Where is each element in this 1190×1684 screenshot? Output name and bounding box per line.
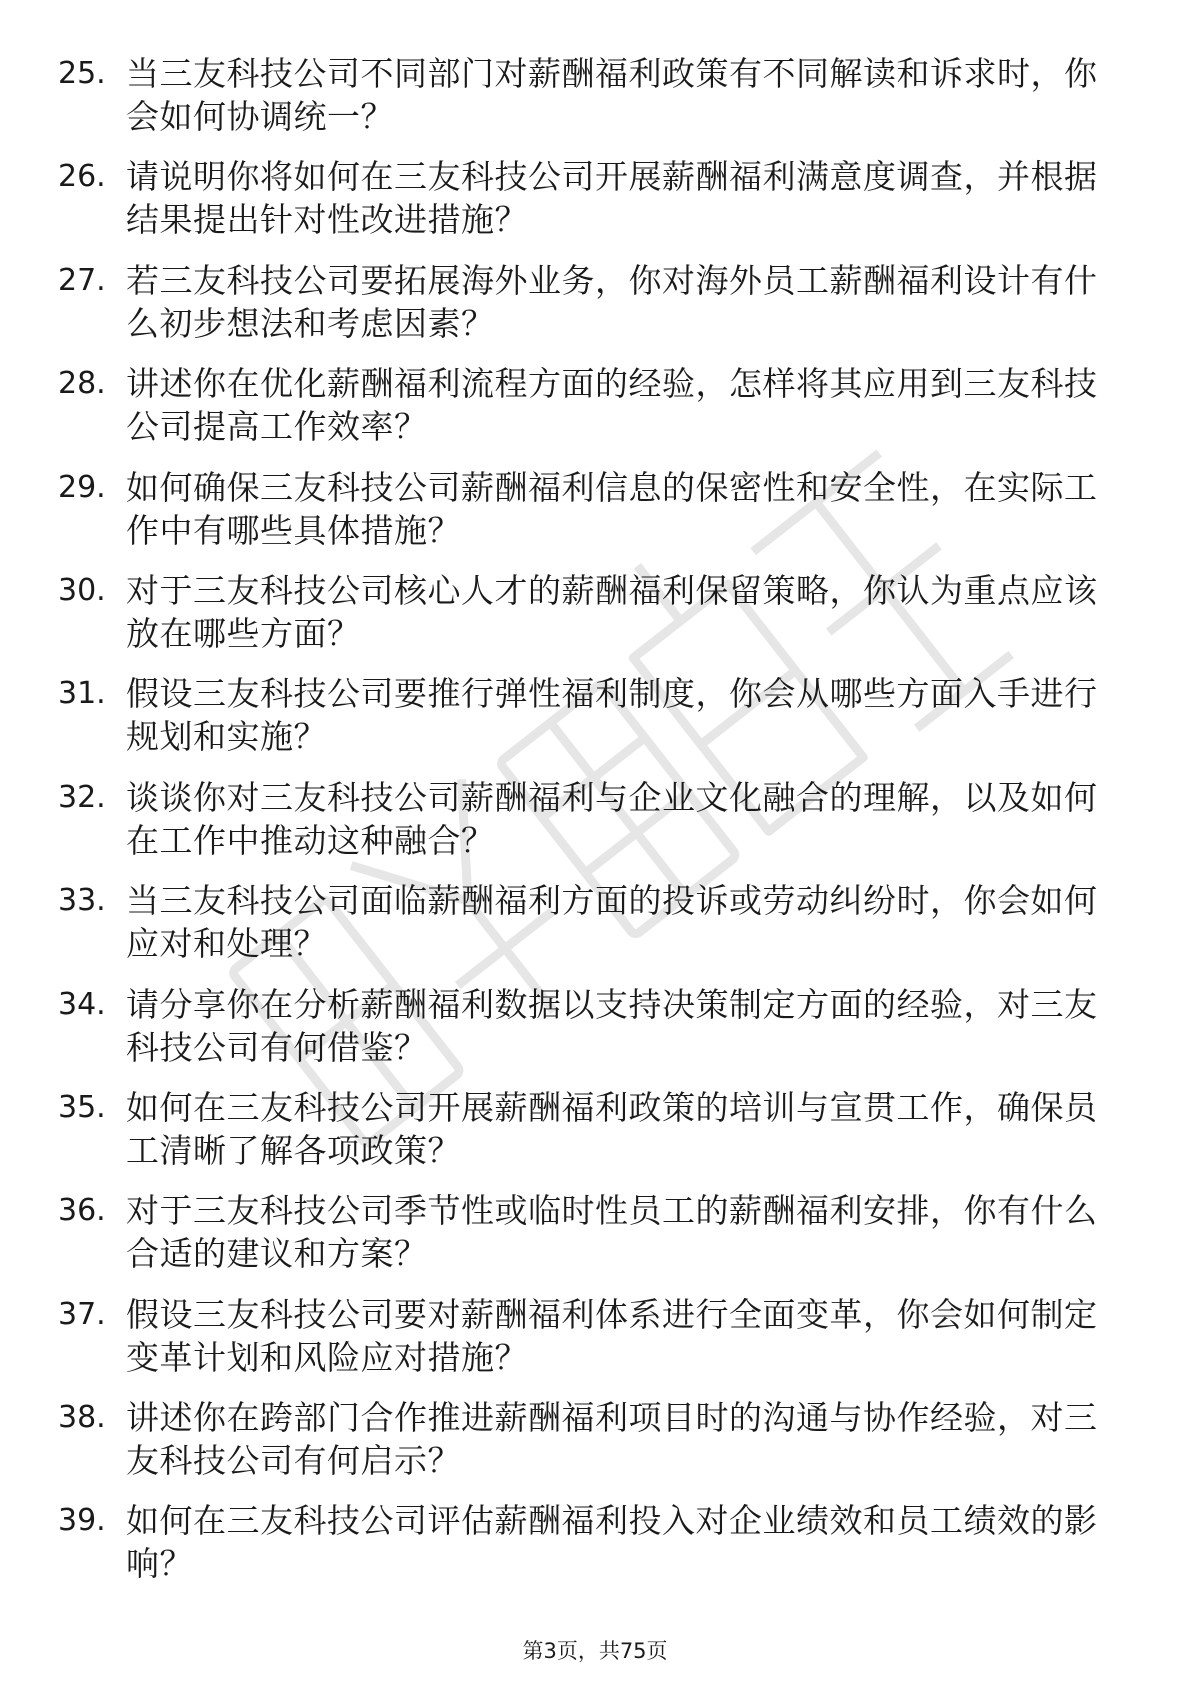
list-item [58,362,1128,465]
question-number: 26. [58,159,106,195]
question-text: 讲述你在优化薪酬福利流程方面的经验，怎样将其应用到三友科技公司提高工作效率？ [126,364,1098,447]
question-number: 39. [58,1503,106,1539]
question-text: 若三友科技公司要拓展海外业务，你对海外员工薪酬福利设计有什么初步想法和考虑因素？ [126,260,1098,343]
question-text: 如何确保三友科技公司薪酬福利信息的保密性和安全性，在实际工作中有哪些具体措施？ [126,467,1098,550]
list-item [58,776,1128,879]
question-number: 27. [58,262,106,298]
question-number: 32. [58,779,106,815]
question-number: 29. [58,469,106,505]
list-item [58,1086,1128,1189]
list-item [58,983,1128,1086]
list-item [58,569,1128,672]
question-text: 请说明你将如何在三友科技公司开展薪酬福利满意度调查，并根据结果提出针对性改进措施？ [126,157,1098,240]
question-number: 37. [58,1296,106,1332]
question-text: 如何在三友科技公司评估薪酬福利投入对企业绩效和员工绩效的影响？ [126,1501,1098,1584]
question-number: 31. [58,676,106,712]
question-text: 谈谈你对三友科技公司薪酬福利与企业文化融合的理解，以及如何在工作中推动这种融合？ [126,777,1098,860]
question-number: 38. [58,1400,106,1436]
list-item [58,1293,1128,1396]
list-item [58,52,1128,155]
question-text: 当三友科技公司不同部门对薪酬福利政策有不同解读和诉求时，你会如何协调统一？ [126,54,1098,136]
question-text: 当三友科技公司面临薪酬福利方面的投诉或劳动纠纷时，你会如何应对和处理？ [126,881,1098,964]
question-text: 对于三友科技公司核心人才的薪酬福利保留策略，你认为重点应该放在哪些方面？ [126,570,1098,653]
question-text: 对于三友科技公司季节性或临时性员工的薪酬福利安排，你有什么合适的建议和方案？ [126,1191,1098,1274]
question-text: 请分享你在分析薪酬福利数据以支持决策制定方面的经验，对三友科技公司有何借鉴？ [126,984,1098,1067]
question-number: 34. [58,986,106,1022]
question-number: 35. [58,1089,106,1125]
list-item [58,155,1128,258]
question-number: 25. [58,56,106,91]
list-item [58,466,1128,569]
list-item [58,879,1128,982]
question-list [58,52,1128,1603]
list-item [58,1396,1128,1499]
question-number: 30. [58,572,106,608]
question-text: 讲述你在跨部门合作推进薪酬福利项目时的沟通与协作经验，对三友科技公司有何启示？ [126,1398,1098,1481]
question-text: 假设三友科技公司要推行弹性福利制度，你会从哪些方面入手进行规划和实施？ [126,674,1098,757]
question-text: 如何在三友科技公司开展薪酬福利政策的培训与宣贯工作，确保员工清晰了解各项政策？ [126,1087,1098,1170]
list-item [58,1499,1128,1602]
question-number: 28. [58,366,106,402]
list-item [58,672,1128,775]
question-number: 33. [58,883,106,919]
question-text: 假设三友科技公司要对薪酬福利体系进行全面变革，你会如何制定变革计划和风险应对措施？ [126,1294,1098,1377]
list-item [58,259,1128,362]
list-item [58,1189,1128,1292]
question-number: 36. [58,1193,106,1229]
page-footer: 第3页，共75页 [522,1639,668,1663]
